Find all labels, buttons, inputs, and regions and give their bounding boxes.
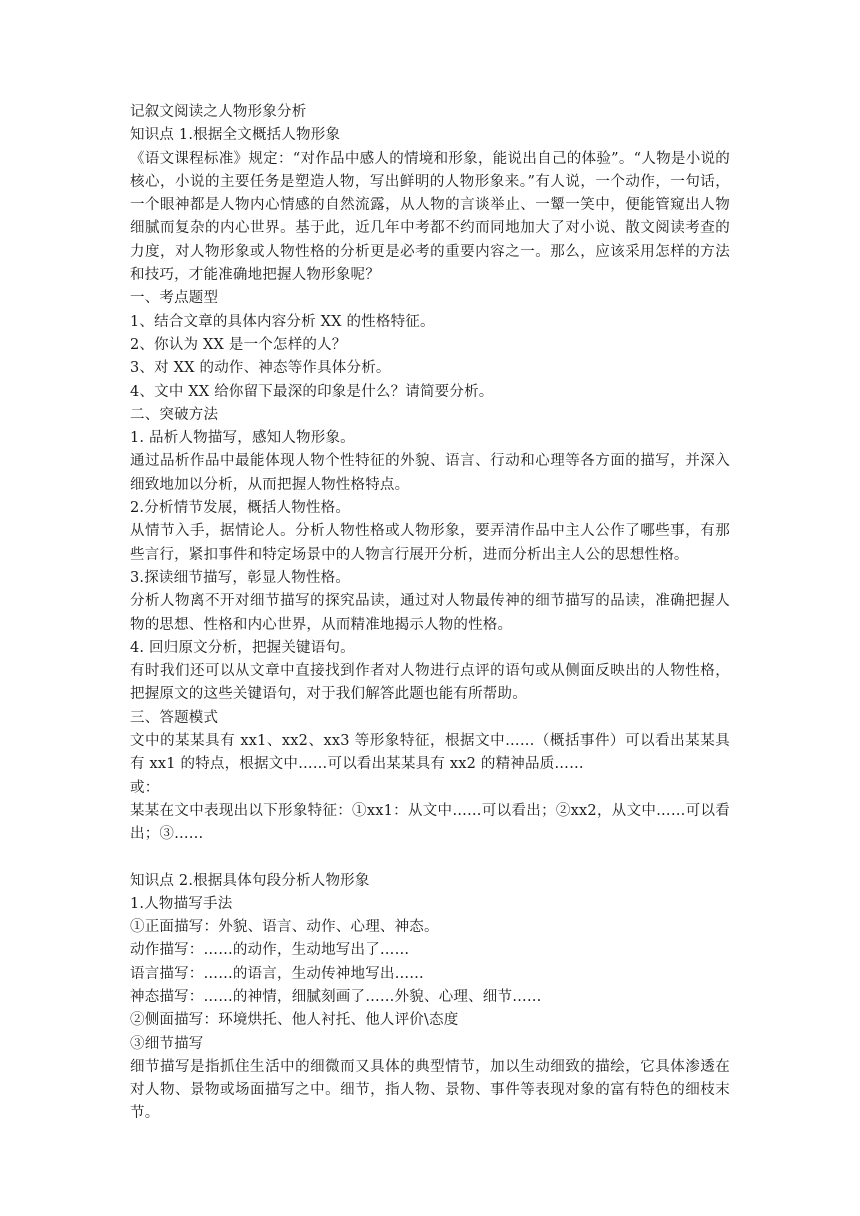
expression-description: 神态描写：……的神情，细腻刻画了……外貌、心理、细节…… bbox=[130, 988, 542, 1005]
question-type-item: 2、你认为 XX 是一个怎样的人？ bbox=[130, 336, 347, 353]
method-3-text: 分析人物离不开对细节描写的探究品读，通过对人物最传神的细节描写的品读，准确把握人物的思想、性格和内心世界，从而精准地揭示人物的性格。 bbox=[130, 593, 730, 633]
answer-template-2: 某某在文中表现出以下形象特征：①xx1：从文中……可以看出；②xx2，从文中……可以看出；③…… bbox=[130, 802, 730, 843]
knowledge-point-2-heading: 知识点 2.根据具体句段分析人物形象 bbox=[130, 872, 370, 889]
question-type-item: 4、文中 XX 给你留下最深的印象是什么？请简要分析。 bbox=[130, 383, 494, 400]
method-1-text: 通过品析作品中最能体现人物个性特征的外貌、语言、行动和心理等各方面的描写，并深入细致地加以分析，从而把握人物性格特点。 bbox=[130, 453, 730, 493]
detail-description-text: 细节描写是指抓住生活中的细微而又具体的典型情节，加以生动细致的描绘，它具体渗透在对人物、景物或场面描写之中。细节，指人物、景物、事件等表现对象的富有特色的细枝末节。 bbox=[130, 1058, 730, 1122]
method-4-text: 有时我们还可以从文章中直接找到作者对人物进行点评的语句或从侧面反映出的人物性格，把握原文的这些关键语句，对于我们解答此题也能有所帮助。 bbox=[130, 663, 730, 703]
knowledge-point-1-heading: 知识点 1.根据全文概括人物形象 bbox=[130, 127, 341, 144]
front-description: ①正面描写：外貌、语言、动作、心理、神态。 bbox=[130, 919, 439, 936]
document-title: 记叙文阅读之人物形象分析 bbox=[130, 104, 307, 120]
language-description: 语言描写：……的语言，生动传神地写出…… bbox=[130, 965, 424, 982]
section-2-heading: 二、突破方法 bbox=[130, 406, 219, 423]
method-2-text: 从情节入手，据情论人。分析人物性格或人物形象，要弄清作品中主人公作了哪些事，有那些言行，紧扣事件和特定场景中的人物言行展开分析，进而分析出主人公的思想性格。 bbox=[130, 523, 730, 563]
method-3-title: 3.探读细节描写，彰显人物性格。 bbox=[130, 569, 351, 586]
section-3-heading: 三、答题模式 bbox=[130, 709, 219, 726]
method-2-title: 2.分析情节发展，概括人物性格。 bbox=[130, 500, 351, 517]
section-1-heading: 一、考点题型 bbox=[130, 290, 219, 307]
intro-paragraph: 《语文课程标准》规定：“对作品中感人的情境和形象，能说出自己的体验”。“人物是小说的核心，小说的主要任务是塑造人物，写出鲜明的人物形象来。”有人说，一个动作，一句话，一个眼神都是人物内心情感的自然流露，从人物的言谈举止、一颦一笑中，便能管窥出人物细腻而复杂的内心世界。基于此，近几年中考都不约而同地加大了对小说、散文阅读考查的力度，对人物形象或人物性格的分析更是必考的重要内容之一。那么，应该采用怎样的方法和技巧，才能准确地把握人物形象呢？ bbox=[130, 150, 730, 284]
blank-line bbox=[130, 847, 730, 870]
side-description: ②侧面描写：环境烘托、他人衬托、他人评价\态度 bbox=[130, 1012, 459, 1029]
description-methods-heading: 1.人物描写手法 bbox=[130, 895, 233, 912]
answer-or: 或： bbox=[130, 779, 160, 796]
answer-template-1: 文中的某某具有 xx1、xx2、xx3 等形象特征，根据文中……（概括事件）可以看出某某具有 xx1 的特点，根据文中……可以看出某某具有 xx2 的精神品质…… bbox=[130, 733, 730, 773]
method-1-title: 1. 品析人物描写，感知人物形象。 bbox=[130, 430, 355, 447]
detail-description-heading: ③细节描写 bbox=[130, 1035, 204, 1052]
question-type-item: 3、对 XX 的动作、神态等作具体分析。 bbox=[130, 360, 391, 377]
document-page bbox=[130, 101, 730, 1126]
method-4-title: 4. 回归原文分析，把握关键语句。 bbox=[130, 639, 355, 656]
question-type-item: 1、结合文章的具体内容分析 XX 的性格特征。 bbox=[130, 313, 435, 330]
action-description: 动作描写：……的动作，生动地写出了…… bbox=[130, 942, 410, 959]
